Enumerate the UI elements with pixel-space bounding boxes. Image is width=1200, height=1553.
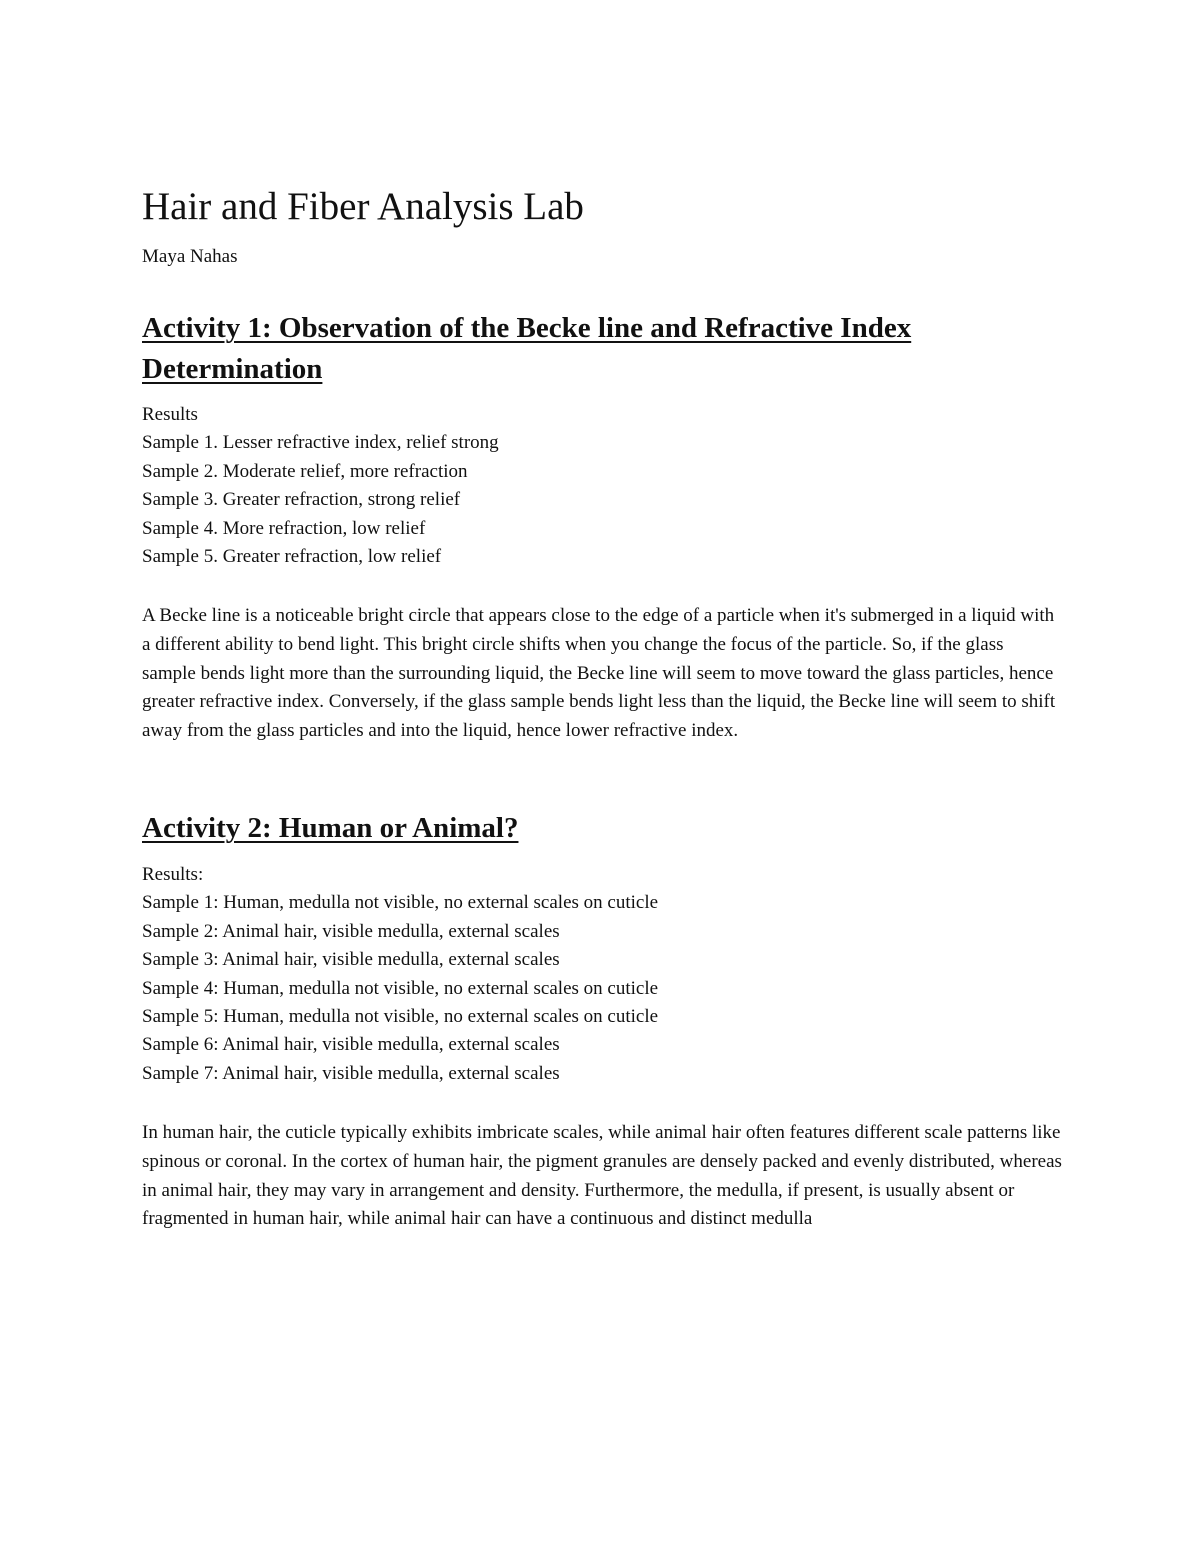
result-line: Sample 6: Animal hair, visible medulla, external scales [142, 1034, 560, 1056]
activity-2-results [142, 861, 658, 1088]
document-title: Hair and Fiber Analysis Lab [142, 185, 584, 228]
result-line: Sample 5. Greater refraction, low relief [142, 546, 442, 568]
result-line: Sample 1: Human, medulla not visible, no external scales on cuticle [142, 892, 659, 914]
activity-1-results [142, 401, 499, 571]
result-line: Sample 4: Human, medulla not visible, no external scales on cuticle [142, 977, 659, 999]
result-line: Sample 5: Human, medulla not visible, no external scales on cuticle [142, 1006, 659, 1028]
results-label: Results [142, 404, 198, 425]
activity-1-paragraph: A Becke line is a noticeable bright circle that appears close to the edge of a particle when it's submerged in a liquid with a different ability to bend light. This bright circle shifts when you change the focus of the particle. So, if the glass sample bends light more than the surrounding liquid, the Becke line will seem to move toward the glass particles, hence greater refractive index. Conversely, if the glass sample bends light less than the liquid, the Becke line will seem to shift away from the glass particles and into the liquid, hence lower refractive index. [142, 605, 1056, 742]
result-line: Sample 3: Animal hair, visible medulla, external scales [142, 949, 560, 971]
author-name: Maya Nahas [142, 246, 238, 267]
result-line: Sample 1. Lesser refractive index, relief strong [142, 432, 499, 454]
result-line: Sample 3. Greater refraction, strong relief [142, 489, 461, 511]
result-line: Sample 4. More refraction, low relief [142, 517, 426, 539]
activity-2-paragraph: In human hair, the cuticle typically exhibits imbricate scales, while animal hair often features different scale patterns like spinous or coronal. In the cortex of human hair, the pigment granules are densely packed and evenly distributed, whereas in animal hair, they may vary in arrangement and density. Furthermore, the medulla, if present, is usually absent or fragmented in human hair, while animal hair can have a continuous and distinct medulla [142, 1122, 1062, 1230]
activity-1-heading: Activity 1: Observation of the Becke line and Refractive Index Determination [142, 312, 912, 385]
activity-2-heading: Activity 2: Human or Animal? [142, 812, 519, 844]
result-line: Sample 2. Moderate relief, more refraction [142, 460, 468, 482]
result-line: Sample 7: Animal hair, visible medulla, external scales [142, 1062, 560, 1084]
results-label: Results: [142, 864, 204, 885]
result-line: Sample 2: Animal hair, visible medulla, external scales [142, 920, 560, 942]
